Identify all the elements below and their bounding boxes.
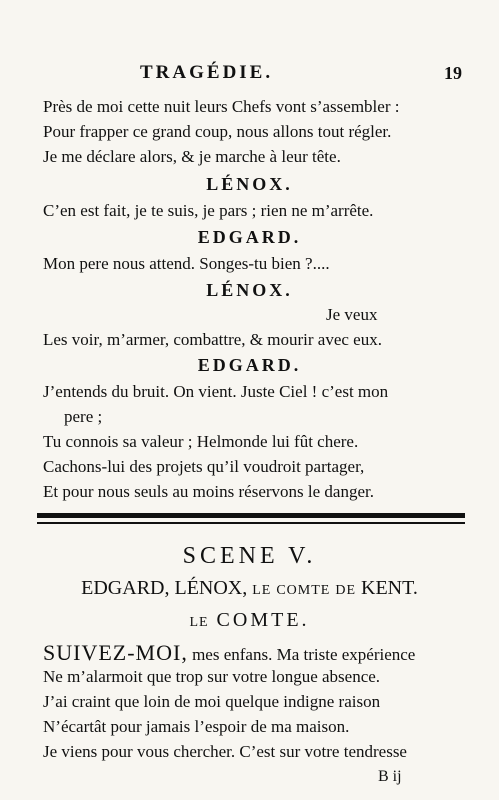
speaker-heading: EDGARD. <box>197 355 302 375</box>
page-number: 19 <box>444 63 462 83</box>
speaker-heading <box>0 610 499 630</box>
verse-fragment: Je veux <box>326 305 378 324</box>
page-title: TRAGÉDIE. <box>140 62 274 83</box>
verse-line: Et pour nous seuls au moins réservons le danger. <box>43 482 374 501</box>
cast-de: DE <box>335 583 357 598</box>
comte-heading-comte: COMTE. <box>216 609 310 631</box>
verse-line: J’ai craint que loin de moi quelque indigne raison <box>43 692 381 711</box>
verse-line: Mon pere nous attend. Songes-tu bien ?.... <box>43 254 330 273</box>
section-rule-thin <box>37 522 465 524</box>
verse-line: Cachons-lui des projets qu’il voudroit partager, <box>43 457 365 476</box>
verse-line: Pour frapper ce grand coup, nous allons tout régler. <box>43 122 392 141</box>
verse-line: N’écartât pour jamais l’espoir de ma maison. <box>43 717 350 736</box>
speaker-heading: LÉNOX. <box>206 280 293 300</box>
running-head <box>42 62 462 90</box>
section-rule-thick <box>37 513 465 518</box>
verse-line: Tu connois sa valeur ; Helmonde lui fût chere. <box>43 432 359 451</box>
cast-kent: KENT. <box>361 577 418 599</box>
speaker-heading: LÉNOX. <box>206 174 293 194</box>
verse-line: Je viens pour vous chercher. C’est sur votre tendresse <box>43 742 407 761</box>
verse-line: C’en est fait, je te suis, je pars ; rien ne m’arrête. <box>43 201 374 220</box>
cast-list <box>0 578 499 598</box>
verse-line: Les voir, m’armer, combattre, & mourir avec eux. <box>43 330 382 349</box>
cast-le: LE <box>252 583 272 598</box>
comte-heading-le: LE <box>189 615 209 630</box>
verse-line: Je me déclare alors, & je marche à leur tête. <box>43 147 341 166</box>
scene-title: SCENE V. <box>182 543 317 569</box>
verse-line: pere ; <box>64 407 103 426</box>
cast-main: EDGARD, LÉNOX, <box>81 577 253 599</box>
verse-line: Ne m’alarmoit que trop sur votre longue absence. <box>43 667 381 686</box>
verse-line: J’entends du bruit. On vient. Juste Ciel ! c’est mon <box>43 382 389 401</box>
speaker-heading: EDGARD. <box>197 227 302 247</box>
verse-line: Près de moi cette nuit leurs Chefs vont s’assembler : <box>43 97 400 116</box>
verse-opening: SUIVEZ-MOI, <box>43 640 188 665</box>
verse-line <box>43 642 415 664</box>
cast-comte: COMTE <box>276 583 331 598</box>
verse-continuation: mes enfans. Ma triste expérience <box>187 645 416 664</box>
signature-mark: B ij <box>378 768 402 785</box>
